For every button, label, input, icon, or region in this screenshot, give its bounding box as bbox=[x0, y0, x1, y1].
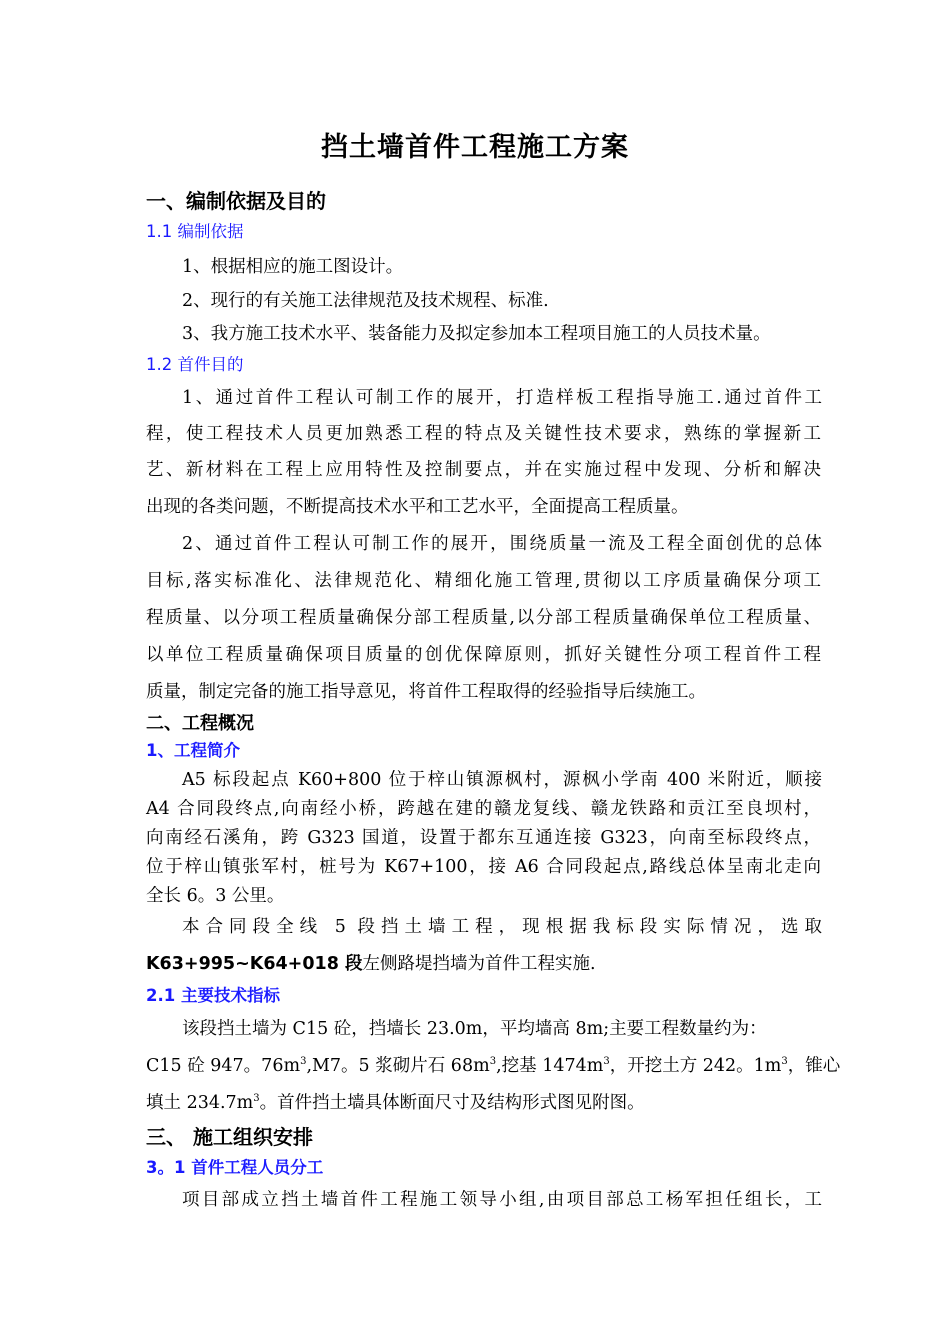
document-title: 挡土墙首件工程施工方案 bbox=[321, 132, 629, 163]
paragraph-line: 艺、新材料在工程上应用特性及控制要点，并在实施过程中发现、分析和解决 bbox=[146, 460, 821, 480]
section-heading-1: 一、编制依据及目的 bbox=[146, 189, 326, 213]
paragraph-line: 2、现行的有关施工法律规范及技术规程、标准. bbox=[182, 291, 549, 311]
superscript: 3 bbox=[489, 1056, 497, 1068]
paragraph-line: 2、通过首件工程认可制工作的展开，围绕质量一流及工程全面创优的总体 bbox=[182, 534, 822, 554]
paragraph-line: A4 合同段终点,向南经小桥，跨越在建的赣龙复线、赣龙铁路和贡江至良坝村， bbox=[146, 799, 821, 819]
subsection-heading-1-2: 1.2 首件目的 bbox=[146, 355, 244, 374]
paragraph-line: 程质量、以分项工程质量确保分部工程质量,以分部工程质量确保单位工程质量、 bbox=[146, 608, 821, 628]
text-fragment: ，锥心 bbox=[787, 1056, 841, 1076]
paragraph-line: 3、我方施工技术水平、装备能力及拟定参加本工程项目施工的人员技术量。 bbox=[182, 324, 771, 344]
text-fragment: ,挖基 1474m bbox=[496, 1056, 604, 1076]
superscript: 3 bbox=[603, 1056, 610, 1068]
paragraph-line bbox=[146, 1089, 821, 1117]
subsection-heading-2-2: 2.1 主要技术指标 bbox=[146, 986, 280, 1005]
section-heading-2: 二、工程概况 bbox=[146, 713, 254, 734]
text-fragment: ,M7。5 浆砌片石 68m bbox=[306, 1056, 490, 1076]
text-fragment: 。首件挡土墙具体断面尺寸及结构形式图见附图。 bbox=[259, 1093, 645, 1113]
text-fragment: 填土 234.7m bbox=[146, 1093, 254, 1113]
paragraph-line: 1、通过首件工程认可制工作的展开，打造样板工程指导施工.通过首件工 bbox=[182, 388, 822, 408]
paragraph-line bbox=[146, 1052, 841, 1080]
superscript: 3 bbox=[300, 1056, 307, 1068]
paragraph-line: 项目部成立挡土墙首件工程施工领导小组,由项目部总工杨军担任组长，工 bbox=[182, 1190, 822, 1210]
superscript: 3 bbox=[253, 1093, 260, 1105]
paragraph-line: 该段挡土墙为 C15 砼，挡墙长 23.0m，平均墙高 8m;主要工程数量约为： bbox=[182, 1019, 767, 1039]
paragraph-line: 质量，制定完备的施工指导意见，将首件工程取得的经验指导后续施工。 bbox=[146, 682, 706, 702]
paragraph-line bbox=[146, 950, 821, 978]
text-fragment: C15 砼 947。76m bbox=[146, 1056, 301, 1076]
paragraph-line: 程，使工程技术人员更加熟悉工程的特点及关键性技术要求，熟练的掌握新工 bbox=[146, 424, 821, 444]
paragraph-line: 目标,落实标准化、法律规范化、精细化施工管理,贯彻以工序质量确保分项工 bbox=[146, 571, 821, 591]
paragraph-line: 出现的各类问题，不断提高技术水平和工艺水平，全面提高工程质量。 bbox=[146, 497, 689, 517]
section-heading-3: 三、 施工组织安排 bbox=[146, 1125, 313, 1149]
paragraph-line: A5 标段起点 K60+800 位于梓山镇源枫村，源枫小学南 400 米附近，顺接 bbox=[182, 770, 822, 790]
paragraph-line: 本合同段全线 5 段挡土墙工程，现根据我标段实际情况，选取 bbox=[182, 917, 822, 937]
paragraph-line: 向南经石溪角，跨 G323 国道，设置于都东互通连接 G323，向南至标段终点， bbox=[146, 828, 821, 848]
paragraph-text: 左侧路堤挡墙为首件工程实施. bbox=[362, 954, 596, 974]
chainage-range: K63+995~K64+018 段 bbox=[146, 954, 363, 974]
subsection-heading-1-1: 1.1 编制依据 bbox=[146, 222, 244, 241]
superscript: 3 bbox=[781, 1056, 788, 1068]
paragraph-line: 1、根据相应的施工图设计。 bbox=[182, 257, 404, 277]
paragraph-line: 以单位工程质量确保项目质量的创优保障原则，抓好关键性分项工程首件工程 bbox=[146, 645, 821, 665]
paragraph-line: 位于梓山镇张军村，桩号为 K67+100，接 A6 合同段起点,路线总体呈南北走向 bbox=[146, 857, 821, 877]
subsection-heading-3-1: 3。1 首件工程人员分工 bbox=[146, 1158, 324, 1177]
text-fragment: ，开挖土方 242。1m bbox=[609, 1056, 782, 1076]
subsection-heading-2-1: 1、工程简介 bbox=[146, 741, 240, 760]
paragraph-line: 全长 6。3 公里。 bbox=[146, 886, 285, 906]
